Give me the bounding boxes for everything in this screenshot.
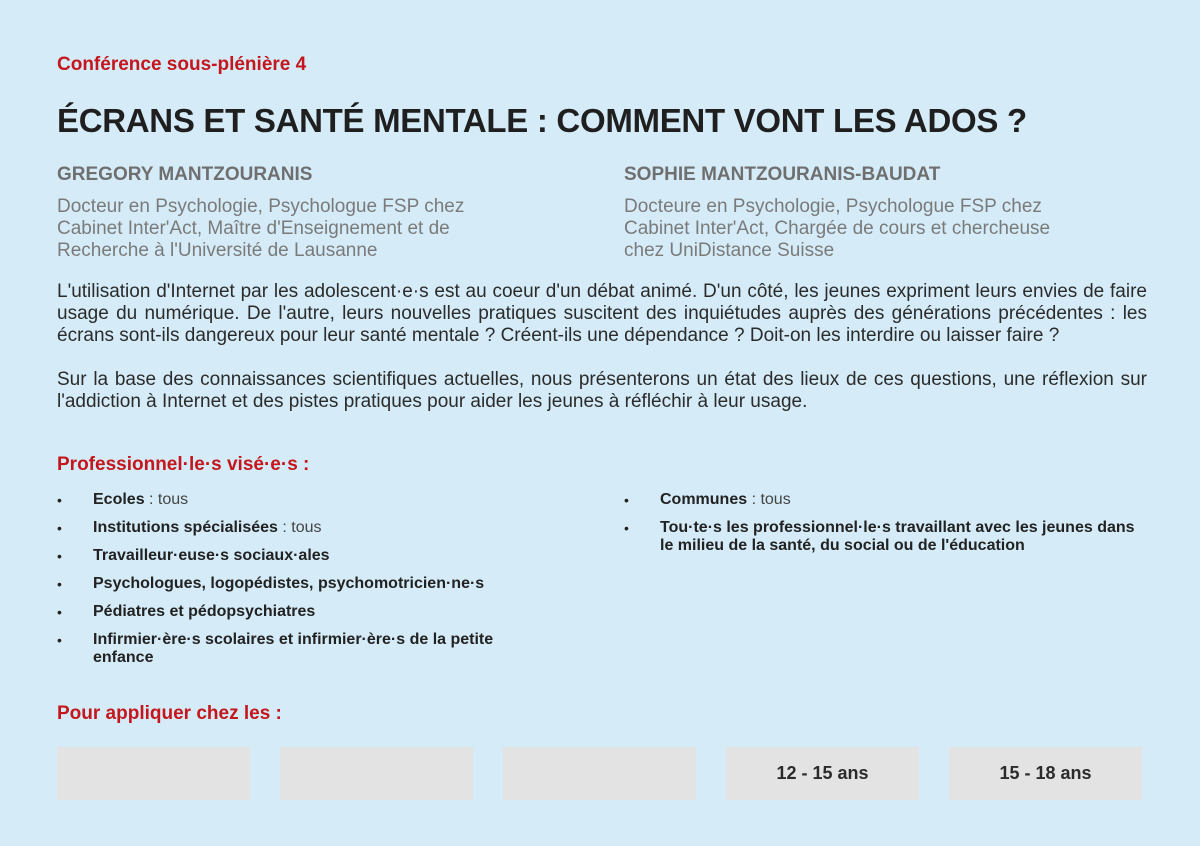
abstract-paragraph: Sur la base des connaissances scientifiques actuelles, nous présenterons un état des lieux de ces questions, une réflexion sur l'addiction à Internet et des pistes pratiques pour aider les jeunes à réfléchir à leur usage.: [57, 369, 1147, 412]
speaker-role-line: Cabinet Inter'Act, Chargée de cours et chercheuse: [624, 218, 1051, 239]
age-box-12-15: 12 - 15 ans: [726, 747, 919, 800]
abstract: [57, 281, 1147, 435]
apply-title: Pour appliquer chez les :: [57, 703, 282, 724]
speaker-name: GREGORY MANTZOURANIS: [57, 164, 313, 185]
list-item: • Travailleur·euse·s sociaux·ales: [57, 547, 330, 564]
page-title: ÉCRANS ET SANTÉ MENTALE : COMMENT VONT LES ADOS ?: [57, 102, 1027, 139]
bullet-icon: •: [57, 548, 62, 564]
list-item: • Psychologues, logopédistes, psychomotricien·ne·s: [57, 575, 485, 592]
bullet-icon: •: [57, 576, 62, 592]
session-label: Conférence sous-plénière 4: [57, 54, 307, 75]
list-item: • Tou·te·s les professionnel·le·s travaillant avec les jeunes dans le milieu de la santé, du social ou de l'éducation: [624, 519, 1135, 554]
audience-list-right: [624, 491, 1144, 565]
speaker-role-line: Docteur en Psychologie, Psychologue FSP chez: [57, 196, 465, 217]
speaker-role: [57, 196, 557, 262]
list-item: • Communes : tous: [624, 491, 791, 508]
bullet-icon: •: [57, 632, 62, 648]
audience-list-left: [57, 491, 557, 677]
abstract-paragraph: L'utilisation d'Internet par les adolescent·e·s est au coeur d'un débat animé. D'un côté, les jeunes expriment leurs envies de faire usage du numérique. De l'autre, leurs nouvelles pratiques suscitent des inquiétudes auprès des générations précédentes : les écrans sont-ils dangereux pour leur santé mentale ? Créent-ils une dépendance ? Doit-on les interdire ou laisser faire ?: [57, 281, 1147, 346]
speaker-1: [57, 164, 557, 262]
age-box: [57, 747, 250, 800]
bullet-icon: •: [57, 604, 62, 620]
bullet-icon: •: [57, 492, 62, 508]
bullet-icon: •: [624, 492, 629, 508]
bullet-icon: •: [57, 520, 62, 536]
list-item: • Ecoles : tous: [57, 491, 189, 508]
bullet-icon: •: [624, 520, 629, 536]
speaker-role-line: Cabinet Inter'Act, Maître d'Enseignement et de: [57, 218, 450, 239]
speaker-role-line: chez UniDistance Suisse: [624, 240, 835, 261]
age-box: [503, 747, 696, 800]
audience-title: Professionnel·le·s visé·e·s :: [57, 454, 310, 475]
speaker-role-line: Docteure en Psychologie, Psychologue FSP chez: [624, 196, 1042, 217]
list-item: • Institutions spécialisées : tous: [57, 519, 322, 536]
speaker-name: SOPHIE MANTZOURANIS-BAUDAT: [624, 164, 941, 185]
age-box-15-18: 15 - 18 ans: [949, 747, 1142, 800]
speaker-2: [624, 164, 1124, 262]
list-item: • Pédiatres et pédopsychiatres: [57, 603, 316, 620]
list-item: • Infirmier·ère·s scolaires et infirmier·ère·s de la petite enfance: [57, 631, 494, 666]
age-box: [280, 747, 473, 800]
age-groups: [57, 747, 1143, 801]
speaker-role: [624, 196, 1124, 262]
speaker-role-line: Recherche à l'Université de Lausanne: [57, 240, 378, 261]
